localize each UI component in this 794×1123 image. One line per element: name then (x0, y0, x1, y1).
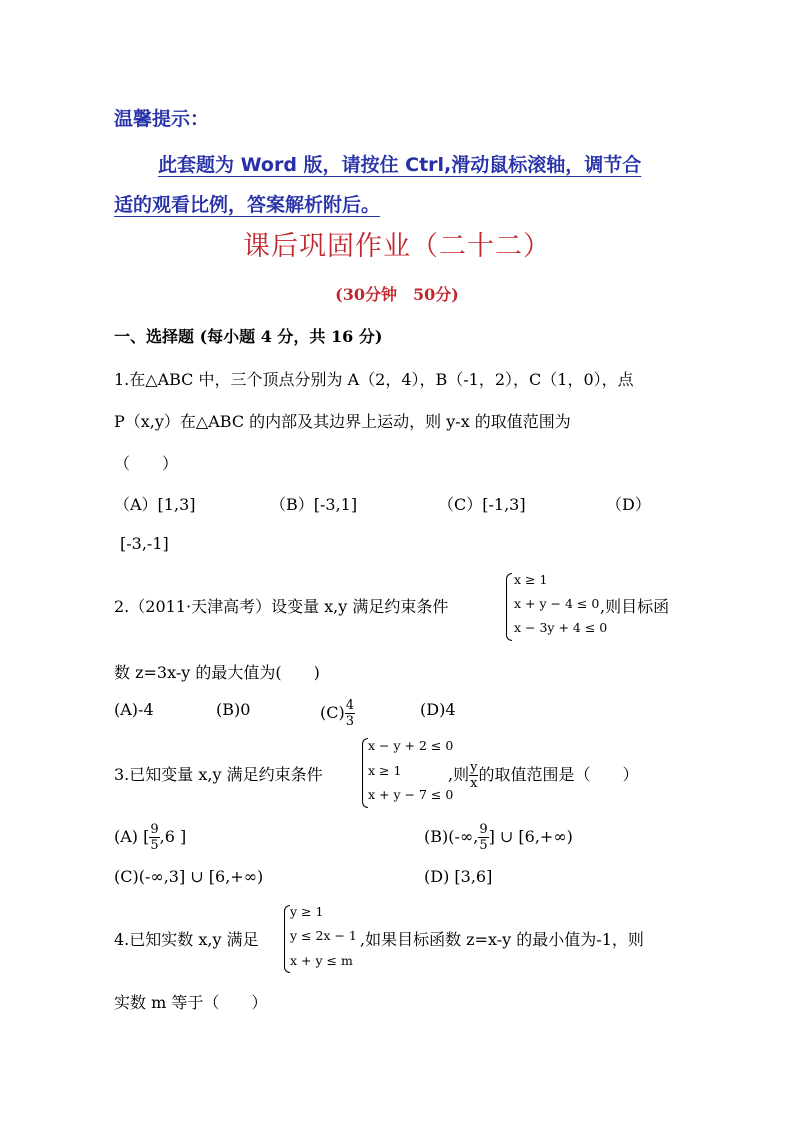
q2-option-c-label: (C) (320, 703, 345, 722)
q3-option-a-pre: (A) [ (114, 827, 150, 846)
q3-option-a-numerator: 9 (150, 822, 159, 837)
q4-condition-3: x + y ≤ m (290, 953, 353, 968)
q4-suffix: ,如果目标函数 z=x-y 的最小值为-1，则 (360, 930, 644, 949)
q3-prefix: 3.已知变量 x,y 满足约束条件 (114, 765, 323, 784)
q3-option-b-denominator: 5 (479, 838, 488, 853)
q1-option-b: （B）[-3,1] (270, 495, 358, 514)
q2-option-c (320, 698, 355, 729)
q3-option-a-denominator: 5 (150, 838, 159, 853)
q2-condition-3: x − 3y + 4 ≤ 0 (514, 620, 608, 635)
q3-option-b (424, 822, 573, 853)
q3-option-b-numerator: 9 (479, 822, 488, 837)
q3-middle-text: ,则 (448, 765, 470, 784)
q2-option-d: (D)4 (420, 700, 456, 719)
q3-fraction-numerator: y (470, 760, 478, 775)
q3-option-b-post: ] ∪ [6,+∞) (488, 827, 573, 846)
q1-line-1: 1.在△ABC 中，三个顶点分别为 A（2，4），B（-1，2），C（1，0），点 (114, 370, 634, 389)
q3-option-b-fraction (478, 822, 488, 853)
q2-option-a: (A)-4 (114, 700, 154, 719)
page-title: 课后巩固作业（二十二） (243, 231, 551, 262)
q2-condition-2: x + y − 4 ≤ 0 (514, 596, 600, 611)
tip-title: 温馨提示： (114, 108, 210, 130)
q3-option-b-pre: (B)(-∞, (424, 827, 479, 846)
page-subtitle: (30分钟 50分) (335, 285, 459, 304)
q1-line-2: P（x,y）在△ABC 的内部及其边界上运动，则 y-x 的取值范围为 (114, 412, 571, 431)
q1-option-d: （D） (606, 495, 651, 514)
section-heading: 一、选择题 (每小题 4 分，共 16 分) (114, 327, 383, 346)
q2-suffix: ,则目标函 (600, 597, 670, 616)
q2-line-2: 数 z=3x-y 的最大值为( ) (114, 663, 320, 682)
q3-option-d: (D) [3,6] (424, 867, 493, 886)
q2-prefix: 2.（2011·天津高考）设变量 x,y 满足约束条件 (114, 597, 449, 616)
q2-option-b: (B)0 (216, 700, 251, 719)
tip-line-1: 此套题为 Word 版，请按住 Ctrl,滑动鼠标滚轴，调节合 (158, 154, 642, 176)
q4-line-2: 实数 m 等于（ ） (114, 993, 268, 1012)
q1-option-a: （A）[1,3] (114, 495, 196, 514)
q3-option-a (114, 822, 186, 853)
q4-prefix: 4.已知实数 x,y 满足 (114, 930, 259, 949)
q4-condition-2: y ≤ 2x − 1 (290, 928, 357, 943)
q2-option-c-denominator: 3 (345, 714, 355, 729)
q3-suffix: 的取值范围是（ ） (478, 765, 639, 784)
q3-middle (448, 760, 638, 791)
q2-option-c-numerator: 4 (345, 698, 355, 713)
q4-condition-1: y ≥ 1 (290, 904, 324, 919)
q3-option-c: (C)(-∞,3] ∪ [6,+∞) (114, 867, 264, 886)
q2-option-c-fraction (345, 698, 355, 729)
q1-answer-paren: （ ） (114, 454, 179, 473)
q2-brace (506, 573, 512, 641)
q3-option-a-post: ,6 ] (159, 827, 187, 846)
q3-condition-3: x + y − 7 ≤ 0 (368, 787, 454, 802)
q3-option-a-fraction (149, 822, 159, 853)
q3-fraction-denominator: x (470, 776, 478, 791)
q1-option-d-value: [-3,-1] (120, 534, 169, 553)
q3-condition-2: x ≥ 1 (368, 763, 402, 778)
tip-line-2: 适的观看比例，答案解析附后。 (114, 194, 381, 216)
q1-option-c: （C）[-1,3] (438, 495, 526, 514)
q2-condition-1: x ≥ 1 (514, 572, 548, 587)
q3-condition-1: x − y + 2 ≤ 0 (368, 738, 454, 753)
